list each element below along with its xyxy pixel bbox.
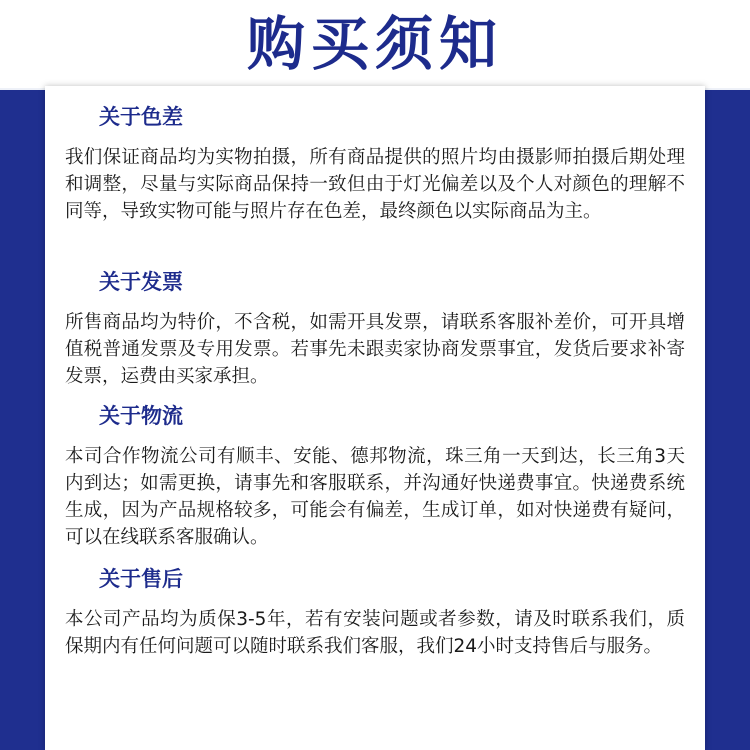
section-invoice [65, 267, 685, 390]
page-title: 购买须知 [246, 10, 503, 78]
section-heading: 关于售后 [99, 567, 183, 591]
section-text: 本司合作物流公司有顺丰、安能、德邦物流，珠三角一天到达，长三角3天内到达；如需更换，请事先和客服联系，并沟通好快递费事宜。快递费系统生成，因为产品规格较多，可能会有偏差，生成订单，如对快递费有疑问，可以在线联系客服确认。 [65, 446, 685, 548]
section-text: 所售商品均为特价，不含税，如需开具发票，请联系客服补差价，可开具增值税普通发票及专用发票。若事先未跟卖家协商发票事宜，发货后要求补寄发票，运费由买家承担。 [65, 312, 685, 387]
section-text: 我们保证商品均为实物拍摄，所有商品提供的照片均由摄影师拍摄后期处理和调整，尽量与实际商品保持一致但由于灯光偏差以及个人对颜色的理解不同等，导致实物可能与照片存在色差，最终颜色以实际商品为主。 [65, 147, 685, 222]
section-heading: 关于发票 [99, 270, 183, 294]
section-heading: 关于物流 [99, 404, 183, 428]
notice-card [45, 86, 705, 750]
section-after-sales [65, 564, 685, 660]
section-logistics [65, 401, 685, 551]
section-color-difference [65, 102, 685, 225]
section-text: 本公司产品均为质保3-5年，若有安装问题或者参数，请及时联系我们，质保期内有任何问题可以随时联系我们客服，我们24小时支持售后与服务。 [65, 609, 685, 657]
section-heading: 关于色差 [99, 105, 183, 129]
header-banner [0, 0, 750, 88]
